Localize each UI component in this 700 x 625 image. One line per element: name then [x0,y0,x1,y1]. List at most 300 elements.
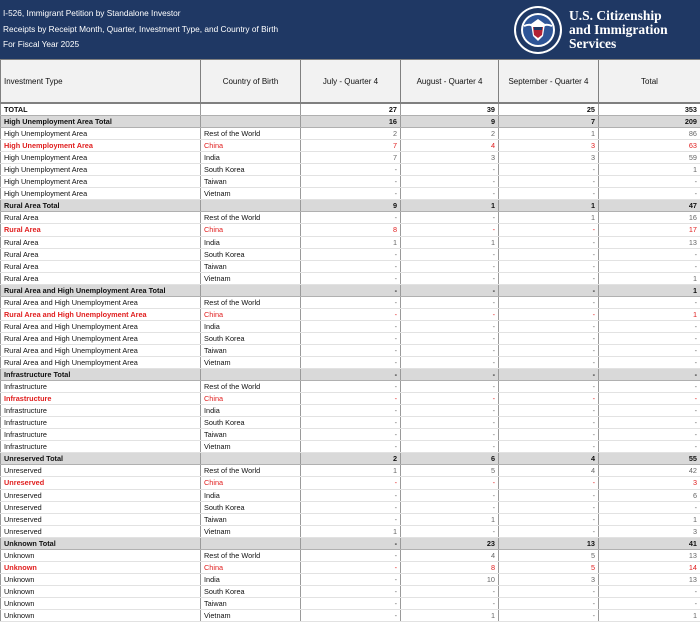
table-row [1,236,700,248]
table-row [1,320,700,332]
total-cell: - [599,381,700,393]
table-row [1,597,700,609]
july-cell: - [301,573,401,585]
investment-type-cell: Rural Area [1,272,201,284]
investment-type-cell: Infrastructure [1,393,201,405]
august-cell: 8 [401,561,499,573]
subtotal-row [1,369,700,381]
total-cell: - [599,332,700,344]
september-cell: 7 [499,116,599,128]
august-cell: - [401,525,499,537]
investment-type-cell: Unreserved [1,525,201,537]
total-cell: - [599,501,700,513]
country-cell: China [201,393,301,405]
subtotal-row [1,537,700,549]
table-row [1,164,700,176]
total-cell: 3 [599,525,700,537]
september-cell: - [499,272,599,284]
september-cell: 3 [499,573,599,585]
investment-type-cell: Unknown [1,609,201,621]
country-cell: Vietnam [201,188,301,200]
july-cell: - [301,393,401,405]
country-cell: South Korea [201,248,301,260]
august-cell: - [401,164,499,176]
july-cell: - [301,356,401,368]
september-cell: 5 [499,549,599,561]
august-cell: - [401,332,499,344]
country-cell: India [201,573,301,585]
total-cell: 59 [599,152,700,164]
agency-name-line2: and Immigration [569,22,668,37]
country-cell: South Korea [201,332,301,344]
table-row [1,513,700,525]
country-cell [201,369,301,381]
total-cell: 1 [599,609,700,621]
august-cell: - [401,356,499,368]
july-cell: 7 [301,140,401,152]
total-cell: 3 [599,477,700,489]
july-cell: 27 [301,103,401,116]
investment-type-cell: High Unemployment Area Total [1,116,201,128]
investment-type-cell: Unknown [1,549,201,561]
total-cell: 55 [599,453,700,465]
investment-type-cell: Rural Area and High Unemployment Area [1,296,201,308]
country-cell: China [201,308,301,320]
july-cell: - [301,164,401,176]
table-row [1,332,700,344]
country-cell: Rest of the World [201,296,301,308]
country-cell: Taiwan [201,344,301,356]
report-title-block [3,6,278,53]
september-cell: - [499,320,599,332]
september-cell: - [499,296,599,308]
agency-name [569,9,668,51]
country-cell: India [201,320,301,332]
total-cell: - [599,188,700,200]
table-row [1,128,700,140]
september-cell: 1 [499,212,599,224]
investment-type-cell: Unreserved Total [1,453,201,465]
july-cell: - [301,609,401,621]
table-row [1,260,700,272]
august-cell: 39 [401,103,499,116]
july-cell: - [301,176,401,188]
august-cell: 3 [401,152,499,164]
table-row [1,417,700,429]
total-cell: - [599,405,700,417]
total-cell: 86 [599,128,700,140]
total-cell: 1 [599,308,700,320]
august-cell: 5 [401,465,499,477]
col-header-total: Total [599,60,700,104]
country-cell: South Korea [201,585,301,597]
september-cell: 4 [499,453,599,465]
total-cell: - [599,597,700,609]
table-row [1,573,700,585]
august-cell: - [401,369,499,381]
investment-type-cell: Unknown [1,573,201,585]
total-cell: 1 [599,164,700,176]
investment-type-cell: Rural Area and High Unemployment Area [1,308,201,320]
investment-type-cell: High Unemployment Area [1,152,201,164]
july-cell: - [301,441,401,453]
country-cell: India [201,405,301,417]
september-cell: - [499,188,599,200]
august-cell: 10 [401,573,499,585]
july-cell: 1 [301,525,401,537]
total-cell: - [599,320,700,332]
july-cell: - [301,561,401,573]
july-cell: - [301,597,401,609]
dhs-seal-icon [513,5,563,55]
august-cell: - [401,441,499,453]
investment-type-cell: Rural Area Total [1,200,201,212]
july-cell: - [301,284,401,296]
july-cell: - [301,332,401,344]
august-cell: - [401,188,499,200]
september-cell: - [499,369,599,381]
table-row [1,152,700,164]
investment-type-cell: Rural Area [1,224,201,236]
country-cell: Taiwan [201,260,301,272]
col-header-country: Country of Birth [201,60,301,104]
country-cell [201,453,301,465]
july-cell: - [301,405,401,417]
september-cell: 3 [499,152,599,164]
investment-type-cell: Rural Area and High Unemployment Area [1,344,201,356]
fiscal-year-label: For Fiscal Year 2025 [3,39,80,49]
september-cell: - [499,344,599,356]
investment-type-cell: High Unemployment Area [1,188,201,200]
table-row [1,381,700,393]
july-cell: 9 [301,200,401,212]
total-cell: 6 [599,489,700,501]
total-cell: 1 [599,272,700,284]
september-cell: - [499,417,599,429]
report-title: I-526, Immigrant Petition by Standalone Investor [3,8,181,18]
investment-type-cell: High Unemployment Area [1,128,201,140]
investment-type-cell: Rural Area [1,260,201,272]
investment-type-cell: High Unemployment Area [1,176,201,188]
investment-type-cell: High Unemployment Area [1,140,201,152]
country-cell: Rest of the World [201,465,301,477]
august-cell: - [401,224,499,236]
august-cell: - [401,308,499,320]
country-cell: India [201,236,301,248]
july-cell: - [301,585,401,597]
august-cell: - [401,320,499,332]
investment-type-cell: Unreserved [1,465,201,477]
august-cell: 1 [401,236,499,248]
september-cell: - [499,513,599,525]
september-cell: - [499,585,599,597]
july-cell: - [301,489,401,501]
september-cell: 25 [499,103,599,116]
subtotal-row [1,453,700,465]
total-cell: - [599,260,700,272]
july-cell: - [301,188,401,200]
investment-type-cell: Unreserved [1,477,201,489]
col-header-september: September - Quarter 4 [499,60,599,104]
col-header-august: August - Quarter 4 [401,60,499,104]
country-cell: India [201,489,301,501]
september-cell: 3 [499,140,599,152]
august-cell: 23 [401,537,499,549]
country-cell [201,537,301,549]
investment-type-cell: Unknown [1,561,201,573]
september-cell: - [499,525,599,537]
august-cell: - [401,212,499,224]
september-cell: 1 [499,200,599,212]
country-cell: Rest of the World [201,212,301,224]
july-cell: 1 [301,236,401,248]
agency-name-line1: U.S. Citizenship [569,8,662,23]
july-cell: 8 [301,224,401,236]
july-cell: 1 [301,465,401,477]
total-cell: - [599,585,700,597]
investment-type-cell: Infrastructure [1,417,201,429]
september-cell: 5 [499,561,599,573]
september-cell: - [499,489,599,501]
september-cell: - [499,248,599,260]
july-cell: - [301,477,401,489]
table-row [1,248,700,260]
country-cell: Rest of the World [201,381,301,393]
table-row [1,441,700,453]
august-cell: - [401,597,499,609]
august-cell: - [401,429,499,441]
august-cell: 4 [401,140,499,152]
country-cell: South Korea [201,501,301,513]
receipts-table [0,59,700,622]
july-cell: - [301,501,401,513]
table-row [1,296,700,308]
investment-type-cell: Rural Area and High Unemployment Area [1,320,201,332]
country-cell: Taiwan [201,176,301,188]
country-cell: Taiwan [201,597,301,609]
july-cell: 2 [301,453,401,465]
august-cell: - [401,501,499,513]
country-cell: South Korea [201,164,301,176]
september-cell: - [499,597,599,609]
grand-total-row [1,103,700,116]
table-row [1,489,700,501]
investment-type-cell: Unknown [1,585,201,597]
investment-type-cell: Unknown [1,597,201,609]
total-cell: - [599,248,700,260]
total-cell: 63 [599,140,700,152]
table-row [1,477,700,489]
investment-type-cell: Rural Area [1,236,201,248]
total-cell: 13 [599,549,700,561]
total-cell: 16 [599,212,700,224]
investment-type-cell: Infrastructure Total [1,369,201,381]
september-cell: - [499,429,599,441]
investment-type-cell: Infrastructure [1,381,201,393]
august-cell: - [401,260,499,272]
country-cell: Vietnam [201,525,301,537]
investment-type-cell: Unreserved [1,501,201,513]
august-cell: - [401,344,499,356]
table-row [1,224,700,236]
table-row [1,501,700,513]
total-cell: - [599,176,700,188]
july-cell: - [301,344,401,356]
total-cell: 47 [599,200,700,212]
total-cell: - [599,296,700,308]
table-row [1,525,700,537]
country-cell: China [201,140,301,152]
report-subtitle: Receipts by Receipt Month, Quarter, Investment Type, and Country of Birth [3,23,279,34]
august-cell: - [401,417,499,429]
september-cell: - [499,609,599,621]
july-cell: - [301,260,401,272]
table-row [1,140,700,152]
investment-type-cell: Rural Area and High Unemployment Area Total [1,284,201,296]
country-cell: China [201,224,301,236]
september-cell: - [499,308,599,320]
august-cell: 1 [401,609,499,621]
country-cell: Vietnam [201,441,301,453]
table-row [1,429,700,441]
total-cell: - [599,369,700,381]
total-cell: - [599,429,700,441]
table-row [1,308,700,320]
country-cell: South Korea [201,417,301,429]
table-row [1,272,700,284]
august-cell: - [401,489,499,501]
investment-type-cell: Infrastructure [1,429,201,441]
august-cell: - [401,477,499,489]
table-row [1,176,700,188]
july-cell: - [301,296,401,308]
investment-type-cell: Rural Area and High Unemployment Area [1,356,201,368]
col-header-july: July - Quarter 4 [301,60,401,104]
august-cell: 9 [401,116,499,128]
agency-name-line3: Services [569,36,617,51]
september-cell: - [499,393,599,405]
country-cell: Vietnam [201,609,301,621]
july-cell: - [301,513,401,525]
august-cell: - [401,272,499,284]
country-cell: India [201,152,301,164]
country-cell: Taiwan [201,429,301,441]
july-cell: - [301,308,401,320]
september-cell: - [499,176,599,188]
table-row [1,393,700,405]
investment-type-cell: High Unemployment Area [1,164,201,176]
table-body [1,103,700,622]
total-cell: 1 [599,284,700,296]
september-cell: - [499,224,599,236]
total-cell: - [599,393,700,405]
country-cell: Rest of the World [201,549,301,561]
total-cell: 13 [599,573,700,585]
july-cell: - [301,212,401,224]
august-cell: 6 [401,453,499,465]
september-cell: - [499,332,599,344]
july-cell: - [301,272,401,284]
subtotal-row [1,116,700,128]
table-row [1,561,700,573]
september-cell: - [499,356,599,368]
july-cell: - [301,537,401,549]
september-cell: - [499,501,599,513]
country-cell: China [201,477,301,489]
july-cell: - [301,429,401,441]
country-cell: Taiwan [201,513,301,525]
country-cell: Vietnam [201,272,301,284]
total-cell: 1 [599,513,700,525]
country-cell: China [201,561,301,573]
september-cell: - [499,405,599,417]
august-cell: 1 [401,200,499,212]
july-cell: 7 [301,152,401,164]
table-row [1,344,700,356]
report-header [0,0,700,59]
country-cell [201,103,301,116]
country-cell: Rest of the World [201,128,301,140]
august-cell: - [401,585,499,597]
col-header-investment-type: Investment Type [1,60,201,104]
table-row [1,188,700,200]
total-cell: - [599,417,700,429]
country-cell [201,200,301,212]
september-cell: - [499,441,599,453]
september-cell: 1 [499,128,599,140]
august-cell: - [401,296,499,308]
july-cell: - [301,549,401,561]
table-row [1,609,700,621]
total-cell: 209 [599,116,700,128]
august-cell: 2 [401,128,499,140]
august-cell: - [401,284,499,296]
total-cell: 353 [599,103,700,116]
september-cell: 13 [499,537,599,549]
country-cell [201,284,301,296]
total-cell: 13 [599,236,700,248]
table-row [1,585,700,597]
investment-type-cell: Rural Area [1,212,201,224]
table-row [1,549,700,561]
table-row [1,212,700,224]
table-row [1,356,700,368]
total-cell: 41 [599,537,700,549]
august-cell: 1 [401,513,499,525]
investment-type-cell: Unreserved [1,489,201,501]
table-row [1,465,700,477]
total-cell: 17 [599,224,700,236]
investment-type-cell: Unknown Total [1,537,201,549]
august-cell: - [401,248,499,260]
august-cell: 4 [401,549,499,561]
september-cell: - [499,381,599,393]
total-cell: - [599,356,700,368]
subtotal-row [1,200,700,212]
country-cell: Vietnam [201,356,301,368]
investment-type-cell: Rural Area [1,248,201,260]
september-cell: 4 [499,465,599,477]
july-cell: 2 [301,128,401,140]
total-cell: - [599,441,700,453]
investment-type-cell: Infrastructure [1,405,201,417]
table-header-row [1,60,700,104]
country-cell [201,116,301,128]
august-cell: - [401,405,499,417]
september-cell: - [499,477,599,489]
total-cell: 42 [599,465,700,477]
july-cell: 16 [301,116,401,128]
